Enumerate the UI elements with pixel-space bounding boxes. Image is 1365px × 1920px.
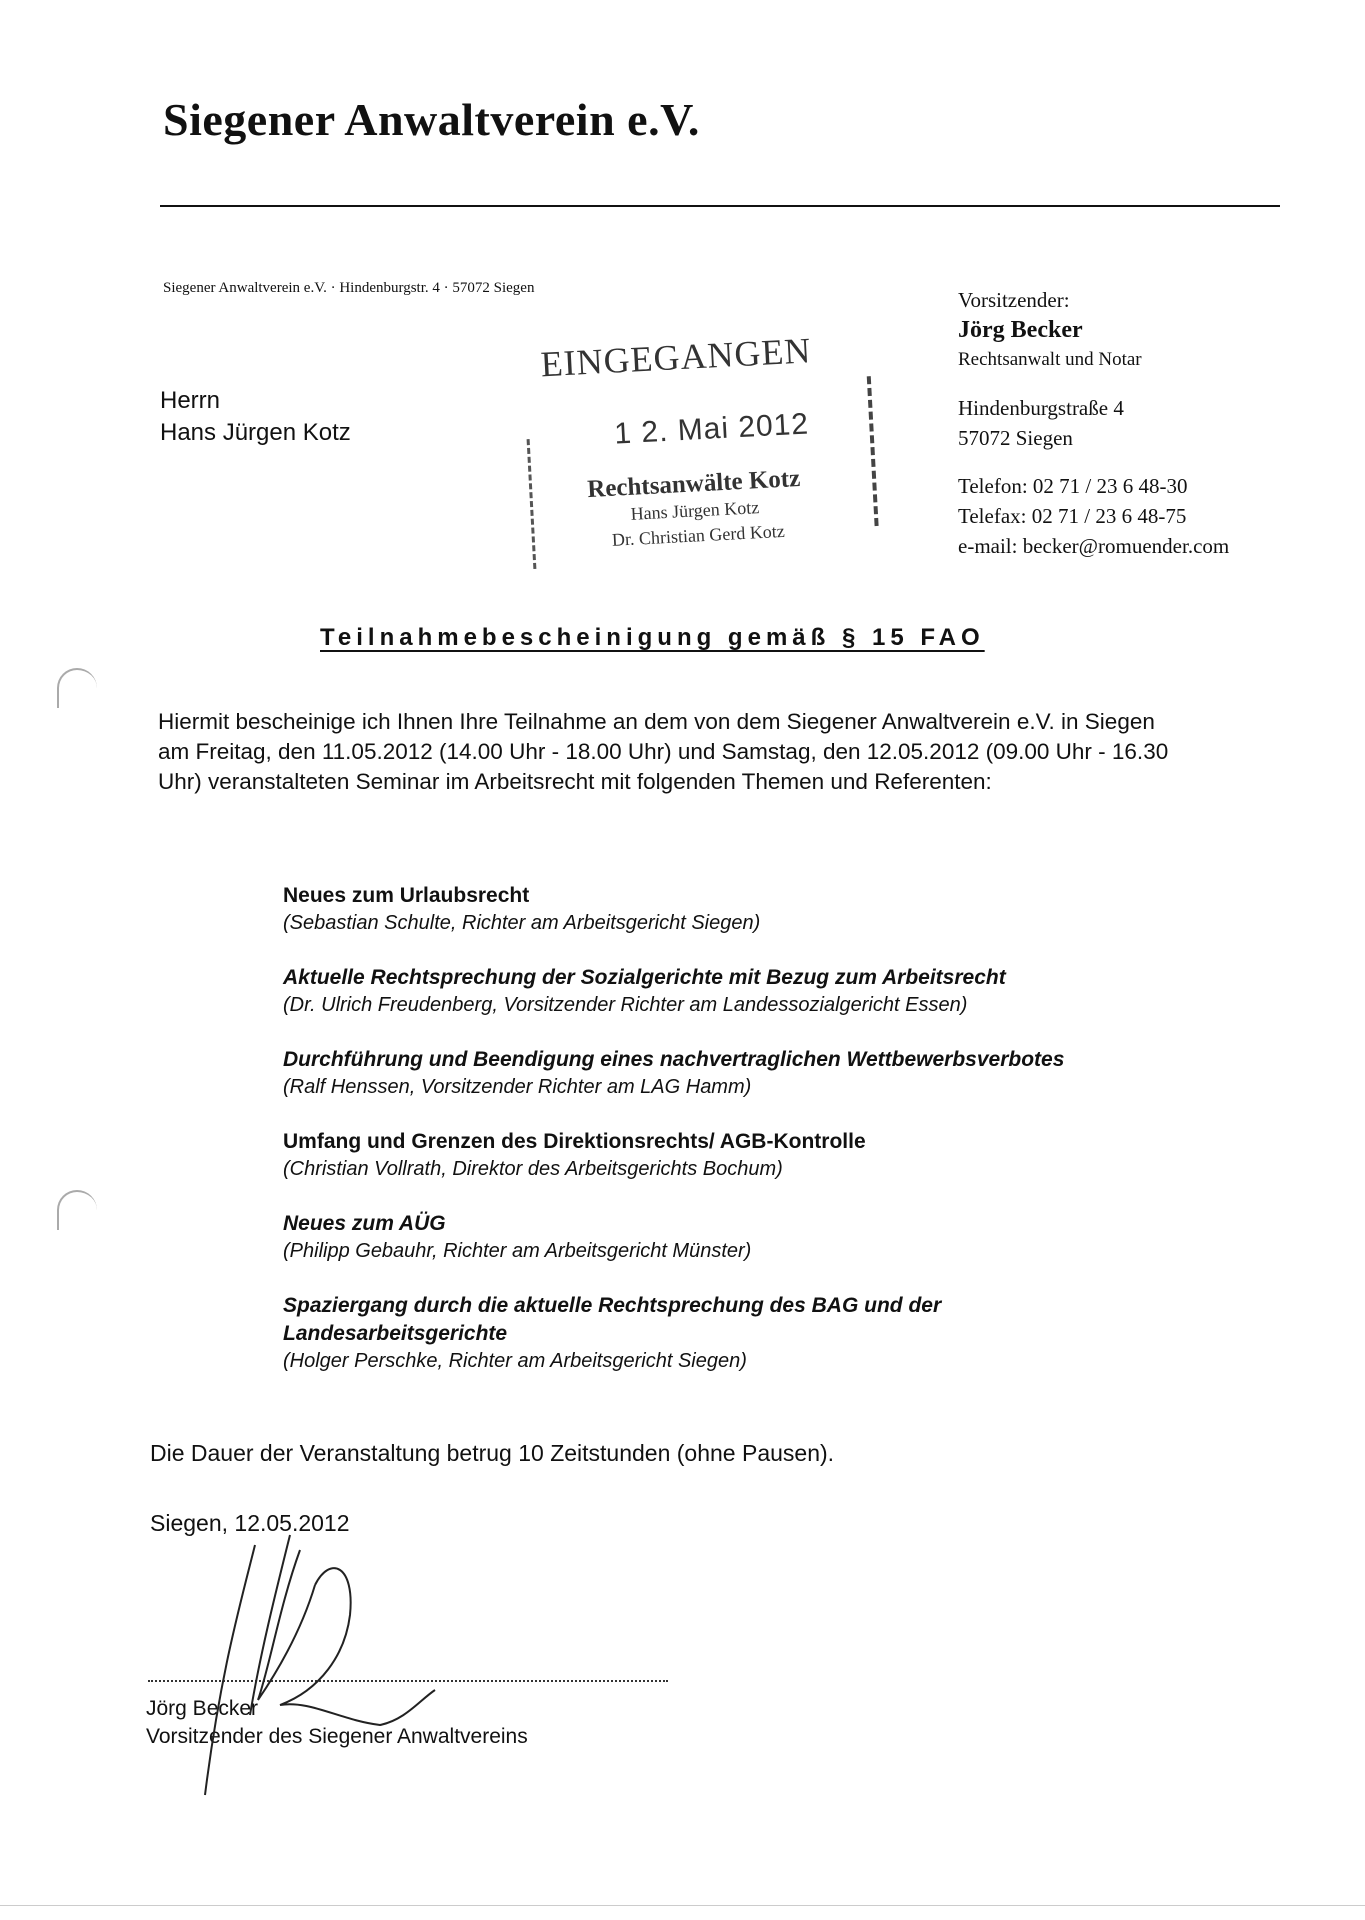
stamp-title: EINGEGANGEN (539, 330, 813, 385)
recipient-address (160, 385, 351, 449)
topic-title: Aktuelle Rechtsprechung der Sozialgerichte mit Bezug zum Arbeitsrecht (283, 966, 1006, 989)
topic-item (283, 1128, 1183, 1182)
stamp-line-3: Dr. Christian Gerd Kotz (611, 520, 786, 550)
recipient-name: Hans Jürgen Kotz (160, 419, 351, 446)
header-divider (160, 205, 1280, 207)
signatory-role: Vorsitzender des Siegener Anwaltvereins (146, 1725, 528, 1748)
chair-title: Rechtsanwalt und Notar (958, 349, 1142, 370)
chair-name: Jörg Becker (958, 317, 1083, 343)
page-edge (0, 1905, 1365, 1906)
topic-title: Neues zum Urlaubsrecht (283, 884, 530, 907)
stamp-date: 1 2. Mai 2012 (613, 407, 810, 451)
topic-speaker: (Sebastian Schulte, Richter am Arbeitsgericht Siegen) (283, 912, 761, 934)
sender-address-line: Siegener Anwaltverein e.V. · Hindenburgstr. 4 · 57072 Siegen (163, 280, 535, 296)
topic-speaker: (Holger Perschke, Richter am Arbeitsgericht Siegen) (283, 1350, 747, 1372)
topic-list (283, 882, 1183, 1402)
handwritten-signature (180, 1525, 440, 1810)
topic-speaker: (Ralf Henssen, Vorsitzender Richter am LAG Hamm) (283, 1076, 752, 1098)
chair-email: e-mail: becker@romuender.com (958, 534, 1230, 558)
topic-item (283, 1046, 1183, 1100)
document-heading: Teilnahmebescheinigung gemäß § 15 FAO (320, 624, 985, 651)
received-stamp (509, 315, 896, 569)
recipient-salutation: Herrn (160, 387, 221, 414)
chair-phone: Telefon: 02 71 / 23 6 48-30 (958, 474, 1188, 498)
topic-item (283, 964, 1183, 1018)
stamp-edge-left (527, 439, 540, 569)
stamp-firm: Rechtsanwälte Kotz (586, 464, 801, 504)
topic-title: Neues zum AÜG (283, 1212, 446, 1235)
topic-title: Spaziergang durch die aktuelle Rechtsprechung des BAG und der Landesarbeitsgerichte (283, 1294, 942, 1345)
topic-item (283, 1210, 1183, 1264)
chair-role-label: Vorsitzender: (958, 288, 1070, 312)
topic-speaker: (Dr. Ulrich Freudenberg, Vorsitzender Richter am Landessozialgericht Essen) (283, 994, 968, 1016)
duration-statement: Die Dauer der Veranstaltung betrug 10 Zeitstunden (ohne Pausen). (150, 1440, 835, 1466)
chair-street: Hindenburgstraße 4 (958, 396, 1124, 420)
topic-speaker: (Christian Vollrath, Direktor des Arbeitsgerichts Bochum) (283, 1158, 783, 1180)
punch-hole-mark (57, 1190, 97, 1230)
chair-contact-block (958, 285, 1229, 561)
chair-city: 57072 Siegen (958, 426, 1073, 450)
stamp-edge-right (867, 376, 883, 526)
stamp-line-2: Hans Jürgen Kotz (630, 497, 760, 524)
punch-hole-mark (57, 668, 97, 708)
topic-item (283, 1292, 1183, 1374)
intro-paragraph: Hiermit bescheinige ich Ihnen Ihre Teilnahme an dem von dem Siegener Anwaltverein e.V. in Siegen am Freitag, den 11.05.2012 (14.00 Uhr - 18.00 Uhr) und Samstag, den 12.05.2012 (09.00 Uhr - 16.30 Uhr) veranstalteten Seminar im Arbeitsrecht mit folgenden Themen und Referenten: (158, 709, 1169, 794)
topic-title: Durchführung und Beendigung eines nachvertraglichen Wettbewerbsverbotes (283, 1048, 1065, 1071)
organization-title: Siegener Anwaltverein e.V. (163, 94, 700, 145)
chair-fax: Telefax: 02 71 / 23 6 48-75 (958, 504, 1187, 528)
place-and-date: Siegen, 12.05.2012 (150, 1510, 350, 1536)
topic-item (283, 882, 1183, 936)
topic-speaker: (Philipp Gebauhr, Richter am Arbeitsgericht Münster) (283, 1240, 752, 1262)
signatory-name: Jörg Becker (146, 1697, 259, 1720)
topic-title: Umfang und Grenzen des Direktionsrechts/ AGB-Kontrolle (283, 1130, 866, 1153)
